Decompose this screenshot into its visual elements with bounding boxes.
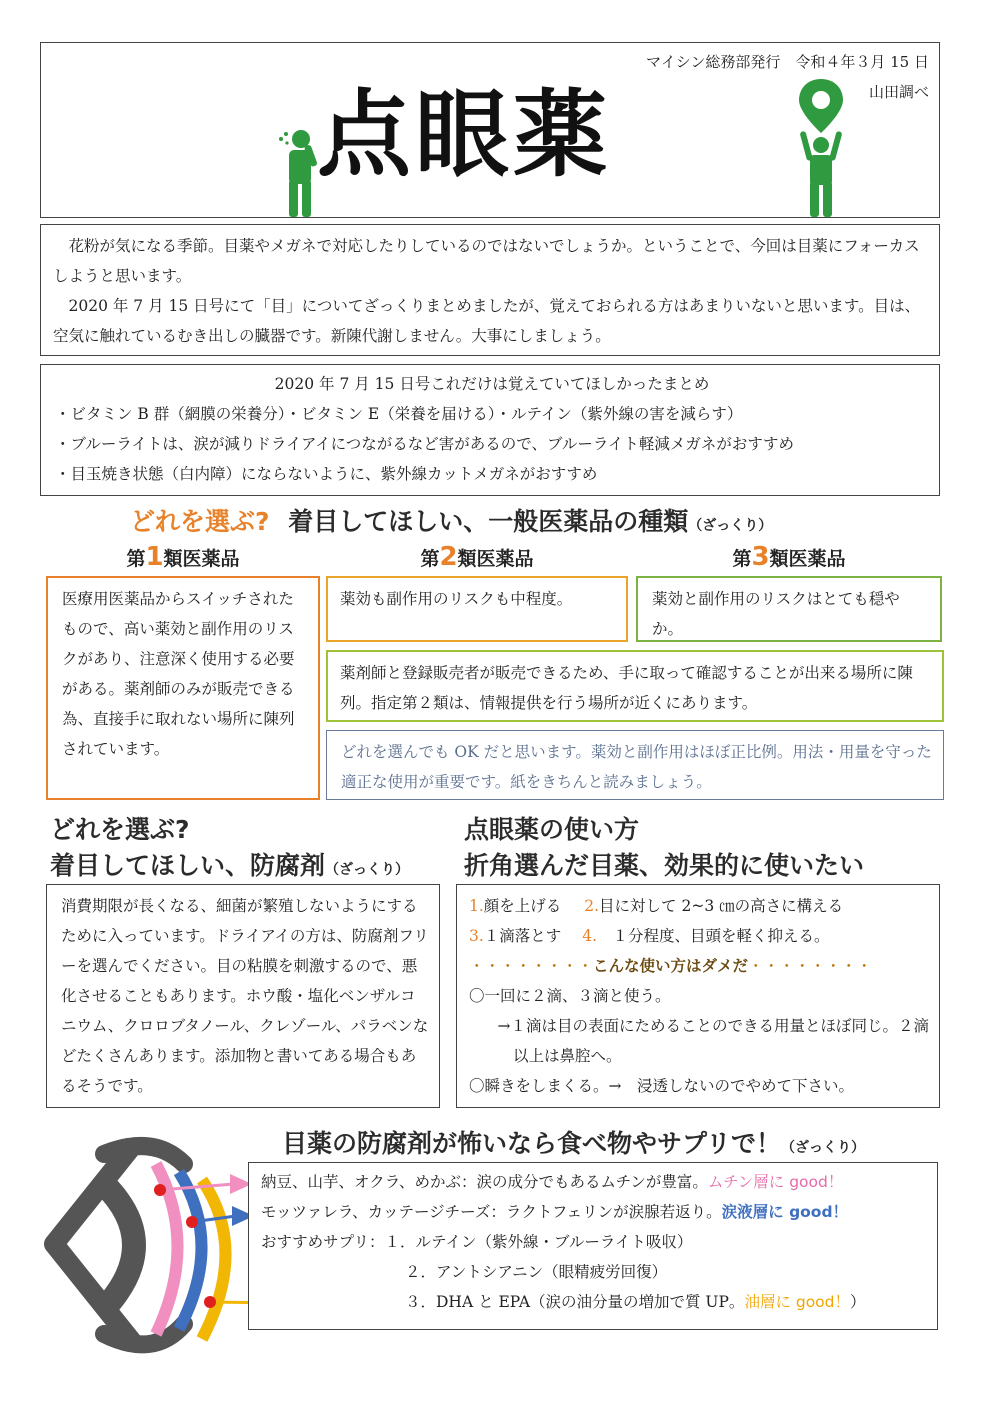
step-4: １分程度、目頭を軽く抑える。 xyxy=(597,927,830,945)
summary-item-2: ・ブルーライトは、涙が減りドライアイにつながるなど害があるので、ブルーライト軽減メガネがおすすめ xyxy=(55,435,795,453)
category-2-number: 2 xyxy=(439,542,458,572)
page-title: 点眼薬 xyxy=(317,81,612,190)
food-heading: 目薬の防腐剤が怖いなら食べ物やサプリで！（ざっくり） xyxy=(282,1129,866,1158)
publisher-line: マイシン総務部発行 令和４年３月 15 日 xyxy=(646,53,929,71)
header-box xyxy=(40,42,940,218)
intro-box xyxy=(40,224,940,356)
sneezing-person-icon xyxy=(273,125,323,219)
category-1-number: 1 xyxy=(145,542,164,572)
bad-usage-1: 〇一回に２滴、３滴と使う。 xyxy=(469,987,671,1005)
bad-usage-2: 〇瞬きをしまくる。→ 浸透しないのでやめて下さい。 xyxy=(469,1077,854,1095)
step-2: 目に対して 2~3 ㎝の高さに構える xyxy=(599,897,844,915)
preservative-heading: 着目してほしい、防腐剤（ざっくり） xyxy=(50,851,410,880)
supplement-label: おすすめサプリ： xyxy=(261,1233,385,1251)
summary-title: 2020 年 7 月 15 日号これだけは覚えていてほしかったまとめ xyxy=(274,375,710,393)
category-3-number: 3 xyxy=(751,542,770,572)
usage-steps-row-2: 3.１滴落とす 4. １分程度、目頭を軽く抑える。 xyxy=(469,927,830,945)
bad-usage-1-reason: →１滴は目の表面にためることのできる用量とほぼ同じ。２滴以上は鼻腔へ。 xyxy=(497,1017,929,1065)
shared-category-box: 薬剤師と登録販売者が販売できるため、手に取って確認することが出来る場所に陳列。指定第２類は、情報提供を行う場所が近くにあります。 xyxy=(326,650,944,722)
usage-box xyxy=(456,884,940,1108)
usage-heading: 折角選んだ目薬、効果的に使いたい xyxy=(464,851,865,880)
mucin-tag: ムチン層に good！ xyxy=(707,1173,844,1191)
supplement-line-1: おすすめサプリ：１．ルテイン（紫外線・ブルーライト吸収） xyxy=(261,1233,693,1251)
summary-box xyxy=(40,364,940,496)
step-1: 顔を上げる xyxy=(483,897,562,915)
bad-usage-title: こんな使い方はダメだ xyxy=(593,957,749,975)
usage-steps-row-1: 1.顔を上げる 2.目に対して 2~3 ㎝の高さに構える xyxy=(469,897,844,915)
bad-usage-divider: ・・・・・・・・こんな使い方はダメだ・・・・・・・・ xyxy=(469,957,873,975)
cornea xyxy=(104,1184,134,1309)
category-2-box: 薬効も副作用のリスクも中程度。 xyxy=(326,576,628,642)
category-3-title: 第3類医薬品 xyxy=(732,542,846,572)
supplement-line-2: ２．アントシアニン（眼精疲労回復） xyxy=(405,1263,668,1281)
types-lead: どれを選ぶ? xyxy=(130,507,270,536)
category-1-title: 第1類医薬品 xyxy=(126,542,240,572)
category-1-box: 医療用医薬品からスイッチされたもので、高い薬効と副作用のリスクがあり、注意深く使用する必要がある。薬剤師のみが販売できる為、直接手に取れない場所に陳列されています。 xyxy=(46,576,320,800)
food-box xyxy=(248,1162,938,1330)
food-note: （ざっくり） xyxy=(781,1140,866,1156)
intro-paragraph-1: 花粉が気になる季節。目薬やメガネで対応したりしているのではないでしょうか。ということで、今回は目薬にフォーカスしようと思います。 xyxy=(53,237,920,285)
location-pin-person-icon xyxy=(789,75,853,219)
types-section-heading xyxy=(130,502,772,538)
category-3-box: 薬効と副作用のリスクはとても穏やか。 xyxy=(636,576,942,642)
types-heading-note: （ざっくり） xyxy=(688,518,773,534)
aqueous-tag: 涙液層に good！ xyxy=(721,1203,849,1221)
types-heading-text: 着目してほしい、一般医薬品の種類 xyxy=(288,507,689,536)
category-2-title: 第2類医薬品 xyxy=(420,542,534,572)
usage-lead: 点眼薬の使い方 xyxy=(464,815,640,844)
step-3: １滴落とす xyxy=(483,927,562,945)
author-line: 山田調べ xyxy=(868,83,929,101)
food-line-1: 納豆、山芋、オクラ、めかぶ：涙の成分でもあるムチンが豊富。ムチン層に good！ xyxy=(261,1173,844,1191)
intro-paragraph-2: 2020 年 7 月 15 日号にて「目」についてざっくりまとめましたが、覚えておられる方はあまりいないと思います。目は、空気に触れているむき出しの臓器です。新陳代謝しません。大事にしましょう。 xyxy=(53,297,921,345)
summary-item-1: ・ビタミン B 群（網膜の栄養分）・ビタミン E（栄養を届ける）・ルテイン（紫外線の害を減らす） xyxy=(55,405,743,423)
preservative-lead: どれを選ぶ? xyxy=(50,815,190,844)
preservative-note: （ざっくり） xyxy=(325,862,410,878)
supplement-line-3: ３．DHA と EPA（涙の油分量の増加で質 UP。油層に good！） xyxy=(405,1293,866,1311)
preservative-box: 消費期限が長くなる、細菌が繁殖しないようにするために入っています。ドライアイの方は、防腐剤フリーを選んでください。目の粘膜を刺激するので、悪化させることもあります。ホウ酸・塩化ベンザルコニウム、クロロブタノール、クレゾール、パラベンなどたくさんあります。添加物と書いてある場合もあるそうです。 xyxy=(46,884,440,1108)
lipid-tag: 油層に good！ xyxy=(744,1293,851,1311)
advice-box: どれを選んでも OK だと思います。薬効と副作用はほぼ正比例。用法・用量を守った適正な使用が重要です。紙をきちんと読みましょう。 xyxy=(326,730,944,800)
food-line-2: モッツァレラ、カッテージチーズ：ラクトフェリンが涙腺若返り。涙液層に good！ xyxy=(261,1203,849,1221)
summary-item-3: ・目玉焼き状態（白内障）にならないように、紫外線カットメガネがおすすめ xyxy=(55,465,598,483)
